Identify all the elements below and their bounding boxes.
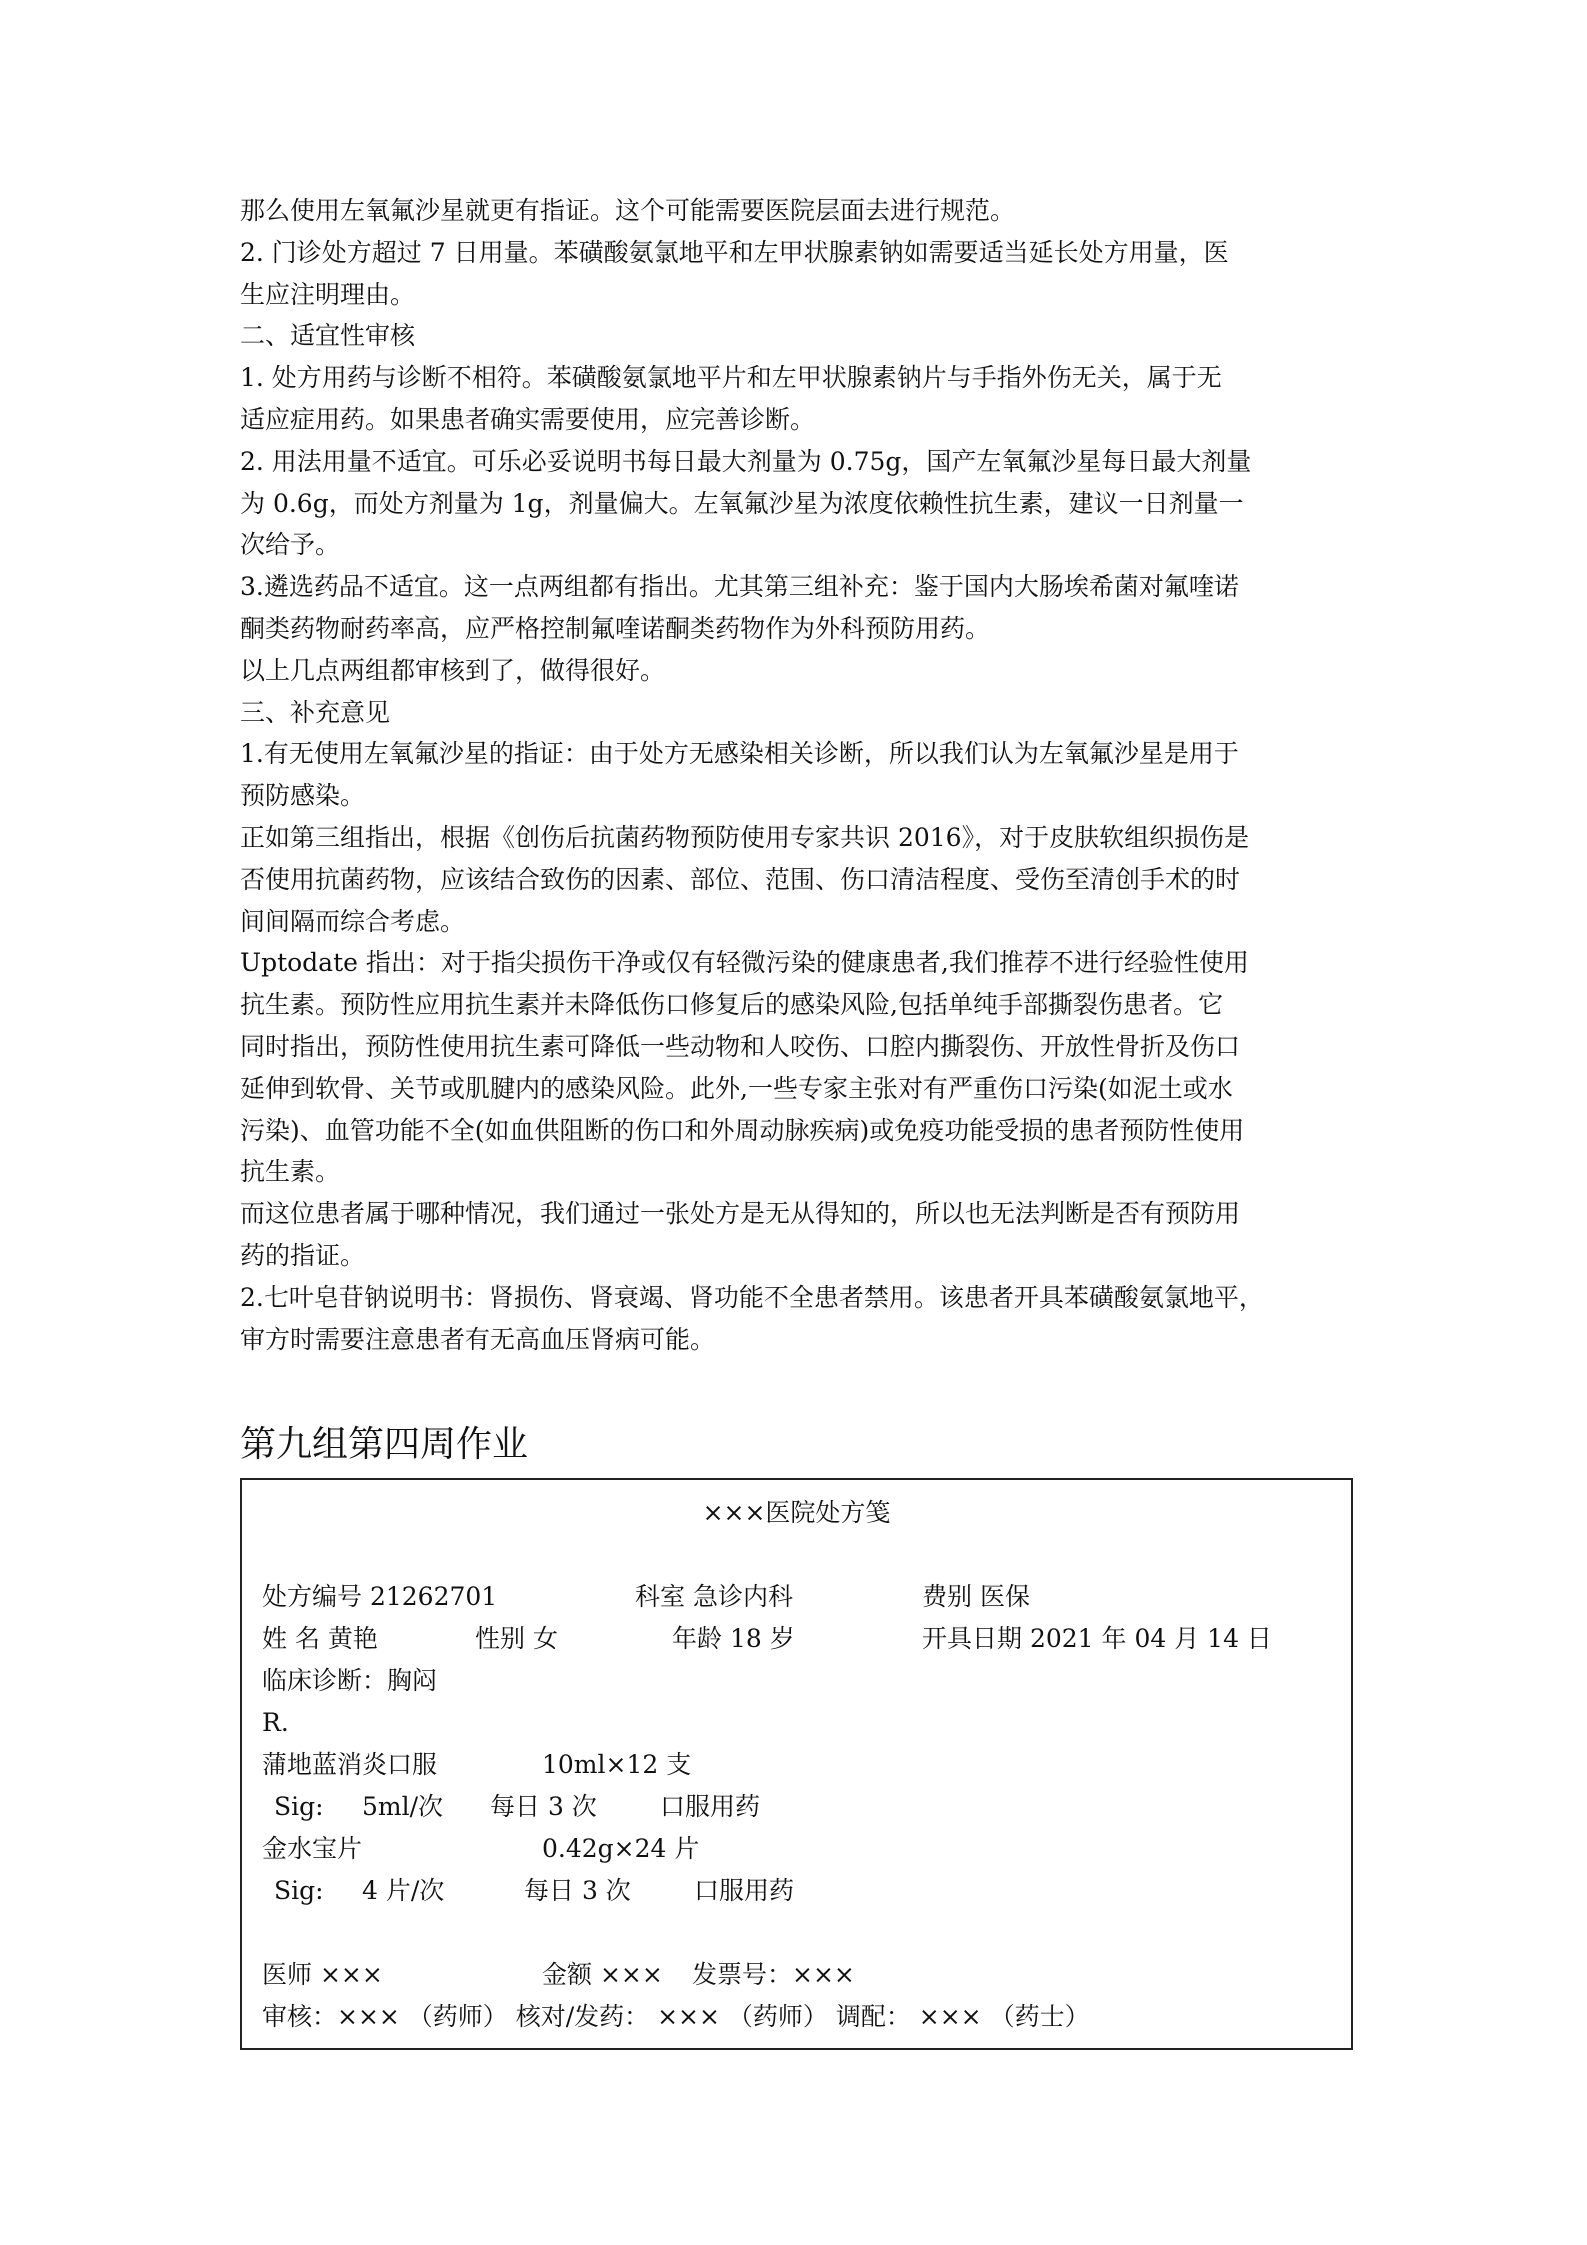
sig-label: Sig: [274,1876,324,1905]
text-line: 2.七叶皂苷钠说明书：肾损伤、肾衰竭、肾功能不全患者禁用。该患者开具苯磺酸氨氯地平， [240,1282,1264,1312]
text-line: 2. 用法用量不适宜。可乐必妥说明书每日最大剂量为 0.75g，国产左氧氟沙星每日最大剂量 [240,446,1252,476]
text-line: 2. 门诊处方超过 7 日用量。苯磺酸氨氯地平和左甲状腺素钠如需要适当延长处方用量，医 [240,237,1229,267]
drug-dose: 4 片/次 [362,1876,445,1905]
text-line: 间间隔而综合考虑。 [240,906,466,936]
patient-gender: 性别 女 [475,1624,558,1653]
body-text [240,190,1355,1360]
text-line: 为 0.6g，而处方剂量为 1g，剂量偏大。左氧氟沙星为浓度依赖性抗生素，建议一日剂量一 [240,488,1244,518]
text-line: Uptodate 指出：对于指尖损伤干净或仅有轻微污染的健康患者,我们推荐不进行经验性使用 [240,948,1249,978]
text-line: 适应症用药。如果患者确实需要使用，应完善诊断。 [240,404,816,434]
rx-fee-type: 费别 医保 [922,1582,1030,1611]
text-line: 以上几点两组都审核到了，做得很好。 [240,655,666,685]
invoice-number: 发票号：××× [692,1960,855,1989]
drug-name: 金水宝片 [262,1834,363,1863]
text-line: 二、适宜性审核 [240,321,416,351]
text-line: 否使用抗菌药物，应该结合致伤的因素、部位、范围、伤口清洁程度、受伤至清创手术的时 [240,864,1241,894]
patient-name: 姓 名 黄艳 [262,1624,378,1653]
patient-age: 年龄 18 岁 [672,1624,795,1653]
text-line: 抗生素。预防性应用抗生素并未降低伤口修复后的感染风险,包括单纯手部撕裂伤患者。它 [240,990,1223,1020]
drug-spec: 0.42g×24 片 [542,1834,700,1863]
text-line: 1. 处方用药与诊断不相符。苯磺酸氨氯地平片和左甲状腺素钠片与手指外伤无关，属于无 [240,363,1222,393]
text-line: 正如第三组指出，根据《创伤后抗菌药物预防使用专家共识 2016》，对于皮肤软组织损伤是 [240,822,1250,852]
prescription-form [240,1478,1353,2050]
text-line: 次给予。 [240,530,341,560]
text-line: 那么使用左氧氟沙星就更有指证。这个可能需要医院层面去进行规范。 [240,196,1016,225]
text-line: 1.有无使用左氧氟沙星的指证：由于处方无感染相关诊断，所以我们认为左氧氟沙星是用于 [240,739,1239,769]
text-line: 预防感染。 [240,781,366,811]
drug-route: 口服用药 [694,1876,795,1905]
drug-name: 蒲地蓝消炎口服 [262,1750,438,1779]
amount: 金额 ××× [542,1960,663,1989]
text-line: 审方时需要注意患者有无高血压肾病可能。 [240,1324,716,1354]
drug-frequency: 每日 3 次 [490,1792,597,1821]
text-line: 生应注明理由。 [240,279,416,309]
text-line: 同时指出，预防性使用抗生素可降低一些动物和人咬伤、口腔内撕裂伤、开放性骨折及伤口 [240,1031,1241,1061]
rx-department: 科室 急诊内科 [635,1582,793,1611]
drug-dose: 5ml/次 [362,1792,444,1821]
drug-spec: 10ml×12 支 [542,1750,692,1779]
text-line: 而这位患者属于哪种情况，我们通过一张处方是无从得知的，所以也无法判断是否有预防用 [240,1199,1241,1229]
prescription-title: ×××医院处方笺 [702,1498,891,1527]
rx-date: 开具日期 2021 年 04 月 14 日 [922,1624,1272,1653]
rx-mark: R. [262,1708,289,1737]
text-line: 三、补充意见 [240,697,391,727]
text-line: 抗生素。 [240,1157,341,1187]
clinical-diagnosis: 临床诊断：胸闷 [262,1666,438,1695]
rx-number: 处方编号 21262701 [262,1582,498,1611]
drug-route: 口服用药 [660,1792,761,1821]
rx-footer: 审核：××× （药师） 核对/发药： ××× （药师） 调配： ××× （药士） [262,2002,1090,2031]
sig-label: Sig: [274,1792,324,1821]
text-line: 酮类药物耐药率高，应严格控制氟喹诺酮类药物作为外科预防用药。 [240,613,991,643]
text-line: 3.遴选药品不适宜。这一点两组都有指出。尤其第三组补充：鉴于国内大肠埃希菌对氟喹诺 [240,572,1239,602]
doctor: 医师 ××× [262,1960,383,1989]
section-title: 第九组第四周作业 [240,1424,529,1465]
drug-frequency: 每日 3 次 [524,1876,631,1905]
text-line: 延伸到软骨、关节或肌腱内的感染风险。此外,一些专家主张对有严重伤口污染(如泥土或水 [240,1073,1233,1103]
text-line: 污染)、血管功能不全(如血供阻断的伤口和外周动脉疾病)或免疫功能受损的患者预防性使用 [240,1115,1245,1145]
text-line: 药的指证。 [240,1240,366,1270]
